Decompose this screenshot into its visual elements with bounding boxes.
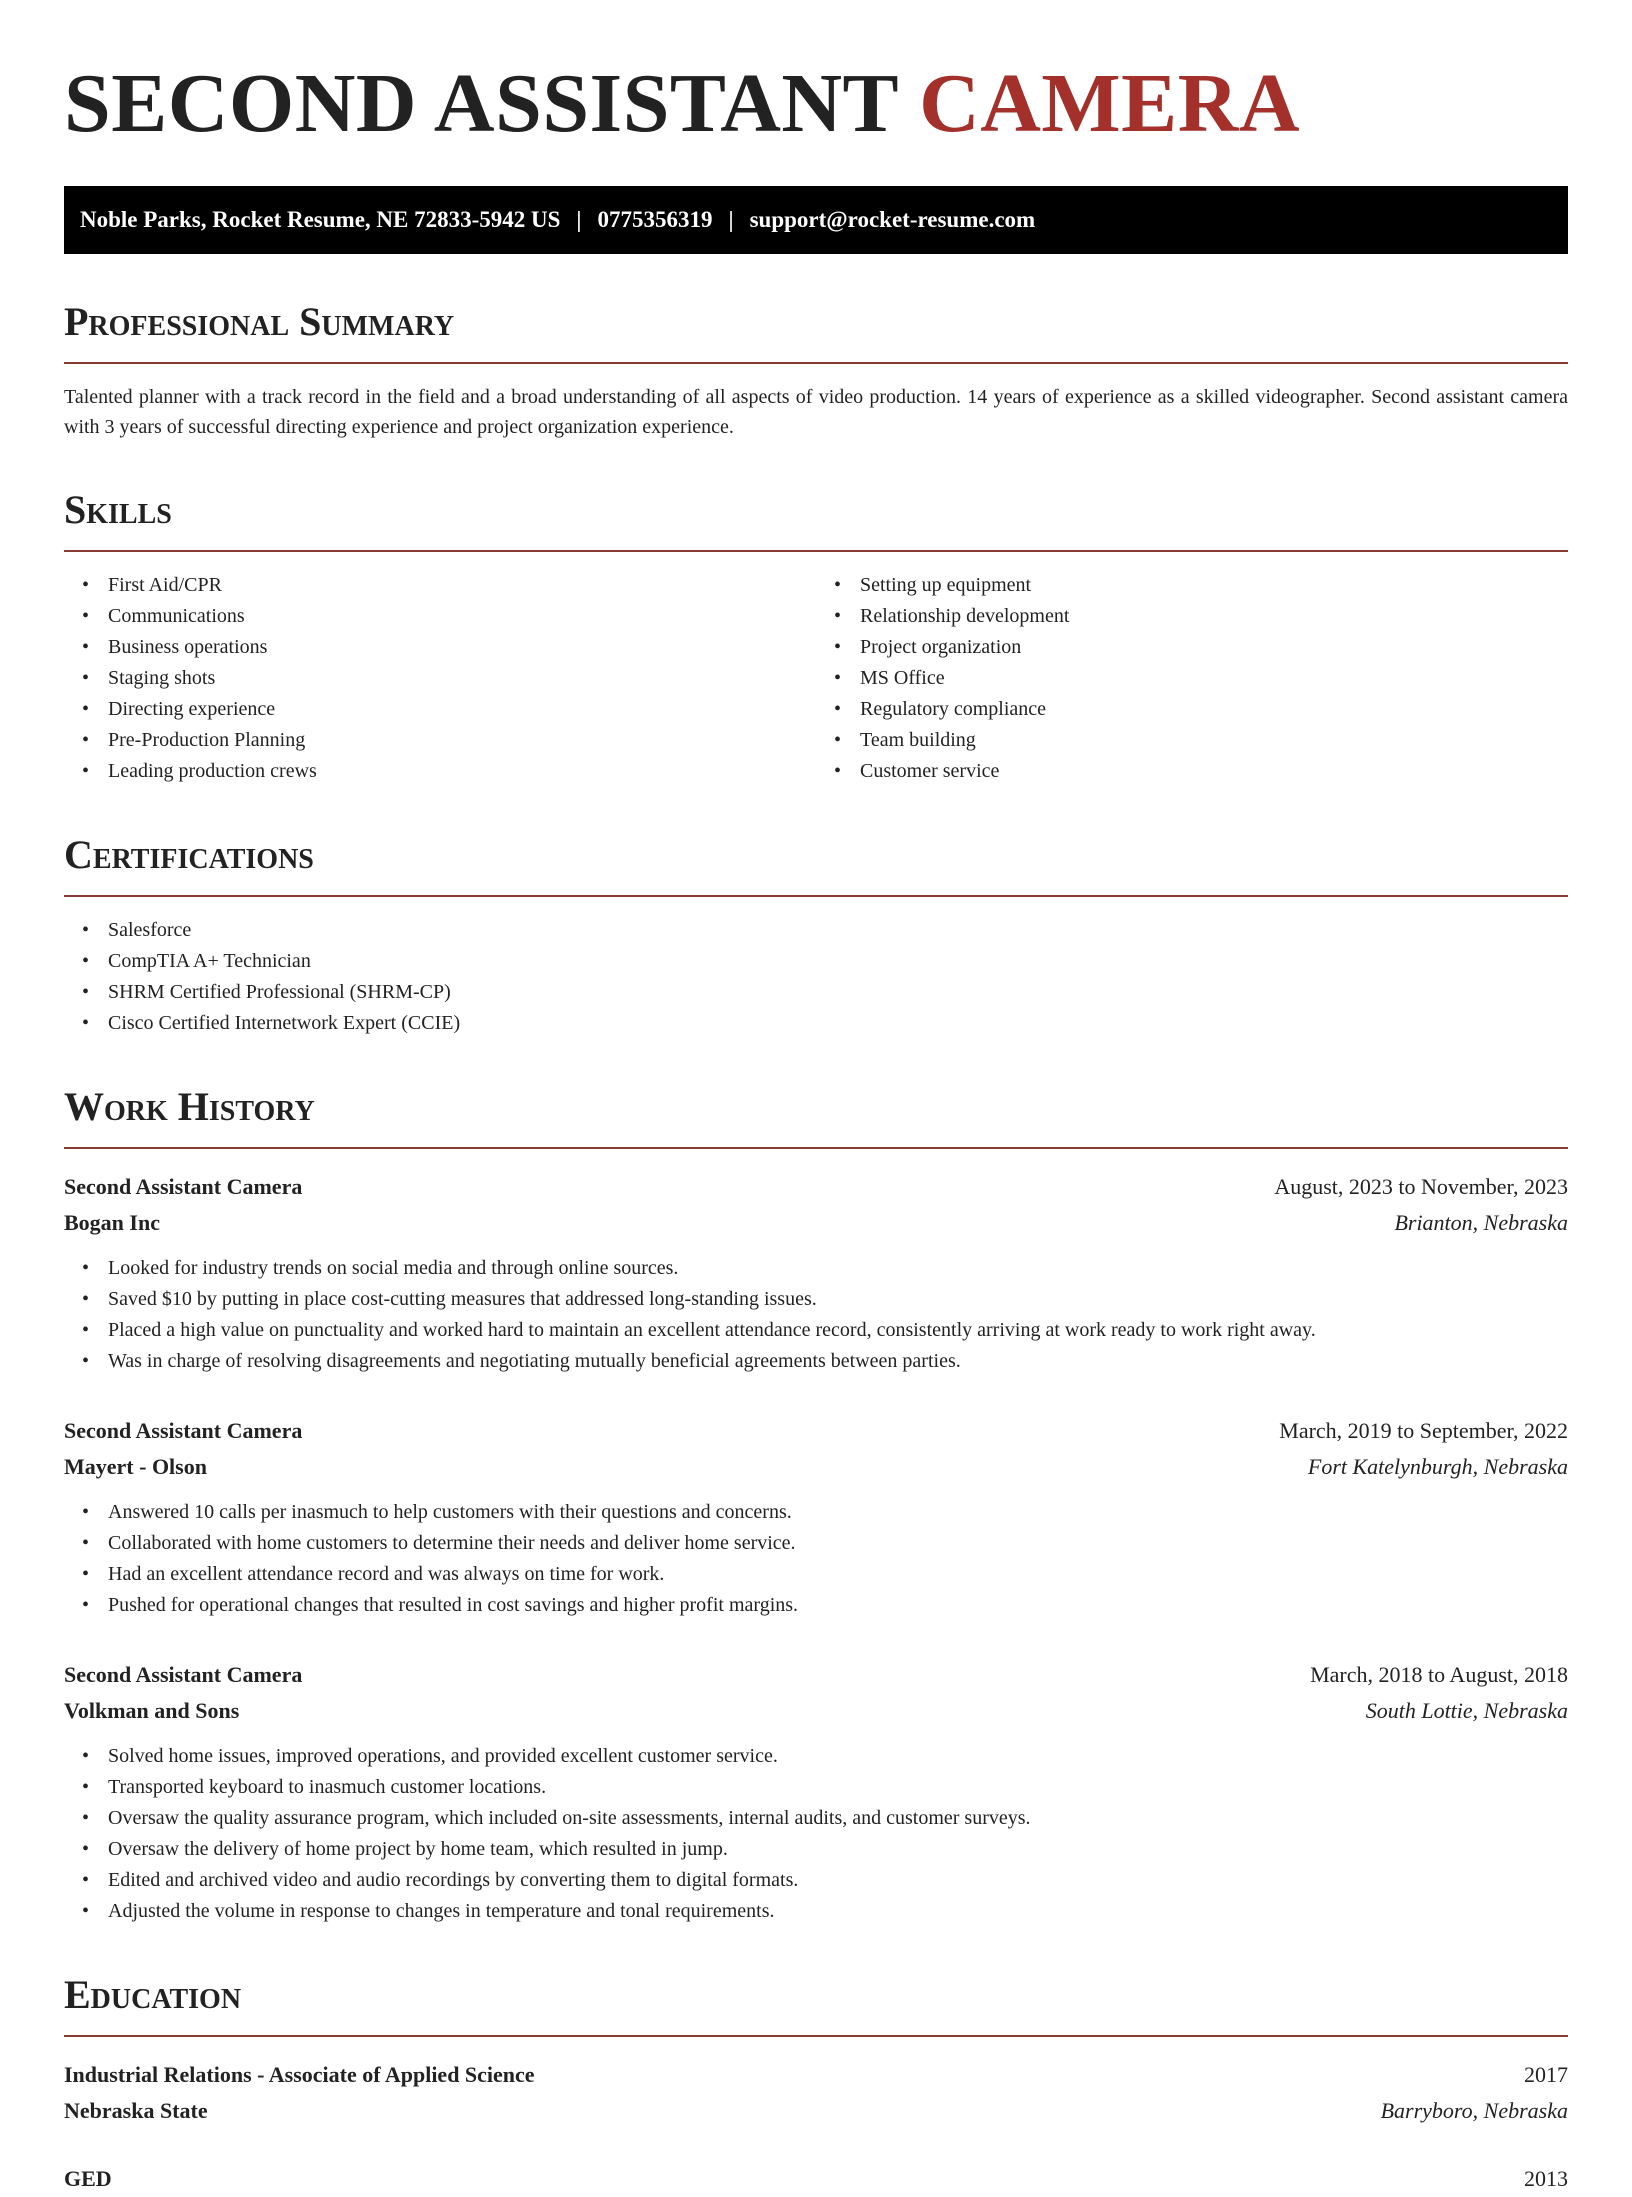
education-school-row <box>64 2093 1568 2129</box>
job-entry <box>64 1657 1568 1927</box>
skill-item: • Customer service <box>860 756 1568 787</box>
section-title-work-history: Work History <box>64 1084 315 1129</box>
skill-item: • Leading production crews <box>108 756 816 787</box>
certifications-list <box>64 915 1568 1039</box>
job-duty: • Was in charge of resolving disagreements and negotiating mutually beneficial agreements between parties. <box>108 1346 1568 1377</box>
contact-separator: | <box>728 207 734 232</box>
contact-email: support@rocket-resume.com <box>749 207 1036 232</box>
job-location: Brianton, Nebraska <box>1394 1210 1568 1235</box>
certification-item: • CompTIA A+ Technician <box>108 946 1568 977</box>
skill-item: • Project organization <box>860 632 1568 663</box>
job-duties-list <box>64 1741 1568 1927</box>
education-degree: GED <box>64 2166 112 2191</box>
contact-phone: 0775356319 <box>597 207 713 232</box>
job-company: Mayert - Olson <box>64 1454 207 1479</box>
job-entry <box>64 1169 1568 1377</box>
education-degree-row <box>64 2057 1568 2093</box>
job-title: Second Assistant Camera <box>64 1174 303 1199</box>
education-degree-row <box>64 2161 1568 2197</box>
skill-item: • MS Office <box>860 663 1568 694</box>
job-company-row <box>64 1449 1568 1485</box>
section-divider <box>64 2035 1568 2037</box>
education-degree: Industrial Relations - Associate of Applied Science <box>64 2062 535 2087</box>
certification-item: • Cisco Certified Internetwork Expert (CCIE) <box>108 1008 1568 1039</box>
job-duty: • Edited and archived video and audio recordings by converting them to digital formats. <box>108 1865 1568 1896</box>
education-school: Nebraska State <box>64 2098 208 2123</box>
skill-item: • First Aid/CPR <box>108 570 816 601</box>
contact-separator: | <box>576 207 582 232</box>
job-duty: • Looked for industry trends on social media and through online sources. <box>108 1253 1568 1284</box>
education-year: 2017 <box>1524 2062 1568 2087</box>
skill-item: • Pre-Production Planning <box>108 725 816 756</box>
job-duty: • Solved home issues, improved operations, and provided excellent customer service. <box>108 1741 1568 1772</box>
job-duty: • Saved $10 by putting in place cost-cutting measures that addressed long-standing issues. <box>108 1284 1568 1315</box>
skill-item: • Communications <box>108 601 816 632</box>
section-divider <box>64 362 1568 364</box>
job-duty: • Oversaw the delivery of home project by home team, which resulted in jump. <box>108 1834 1568 1865</box>
section-title-education: Education <box>64 1972 242 2017</box>
contact-address: Noble Parks, Rocket Resume, NE 72833-5942 US <box>80 207 561 232</box>
job-company-row <box>64 1205 1568 1241</box>
section-divider <box>64 1147 1568 1149</box>
skill-item: • Regulatory compliance <box>860 694 1568 725</box>
job-title: Second Assistant Camera <box>64 1418 303 1443</box>
job-location: South Lottie, Nebraska <box>1365 1698 1568 1723</box>
skills-columns <box>64 552 1568 787</box>
skills-list-left <box>64 570 816 787</box>
certification-item: • SHRM Certified Professional (SHRM-CP) <box>108 977 1568 1008</box>
section-title-summary: Professional Summary <box>64 299 455 344</box>
job-duties-list <box>64 1253 1568 1377</box>
job-duty: • Oversaw the quality assurance program, which included on-site assessments, internal audits, and customer surveys. <box>108 1803 1568 1834</box>
job-duty: • Pushed for operational changes that resulted in cost savings and higher profit margins. <box>108 1590 1568 1621</box>
job-entry <box>64 1413 1568 1621</box>
skill-item: • Team building <box>860 725 1568 756</box>
section-divider <box>64 895 1568 897</box>
education-location: Barryboro, Nebraska <box>1380 2098 1568 2123</box>
job-dates: March, 2018 to August, 2018 <box>1310 1662 1568 1687</box>
job-location: Fort Katelynburgh, Nebraska <box>1307 1454 1568 1479</box>
title-accent: CAMERA <box>919 57 1301 150</box>
job-header-row <box>64 1657 1568 1693</box>
skill-item: • Business operations <box>108 632 816 663</box>
section-title-skills: Skills <box>64 487 172 532</box>
job-duty: • Adjusted the volume in response to changes in temperature and tonal requirements. <box>108 1896 1568 1927</box>
job-duty: • Placed a high value on punctuality and worked hard to maintain an excellent attendance record, consistently arriving at work ready to work right away. <box>108 1315 1568 1346</box>
skill-item: • Staging shots <box>108 663 816 694</box>
section-title-certifications: Certifications <box>64 832 314 877</box>
skill-item: • Relationship development <box>860 601 1568 632</box>
summary-text: Talented planner with a track record in the field and a broad understanding of all aspects of video production. 14 years of experience as a skilled videographer. Second assistant camera with 3 years of successful directing experience and project organization experience. <box>64 386 1568 438</box>
job-duty: • Collaborated with home customers to determine their needs and deliver home service. <box>108 1528 1568 1559</box>
job-header-row <box>64 1413 1568 1449</box>
resume-title <box>64 0 1568 152</box>
title-main: SECOND ASSISTANT <box>64 57 898 150</box>
skill-item: • Directing experience <box>108 694 816 725</box>
job-duties-list <box>64 1497 1568 1621</box>
contact-bar <box>64 186 1568 254</box>
job-dates: March, 2019 to September, 2022 <box>1279 1418 1568 1443</box>
job-duty: • Transported keyboard to inasmuch customer locations. <box>108 1772 1568 1803</box>
job-duty: • Had an excellent attendance record and was always on time for work. <box>108 1559 1568 1590</box>
job-title: Second Assistant Camera <box>64 1662 303 1687</box>
education-entry <box>64 2057 1568 2129</box>
job-header-row <box>64 1169 1568 1205</box>
education-year: 2013 <box>1524 2166 1568 2191</box>
job-company-row <box>64 1693 1568 1729</box>
skills-list-right <box>816 570 1568 787</box>
job-duty: • Answered 10 calls per inasmuch to help customers with their questions and concerns. <box>108 1497 1568 1528</box>
certification-item: • Salesforce <box>108 915 1568 946</box>
education-entry <box>64 2161 1568 2197</box>
job-dates: August, 2023 to November, 2023 <box>1274 1174 1568 1199</box>
job-company: Volkman and Sons <box>64 1698 240 1723</box>
skill-item: • Setting up equipment <box>860 570 1568 601</box>
job-company: Bogan Inc <box>64 1210 160 1235</box>
